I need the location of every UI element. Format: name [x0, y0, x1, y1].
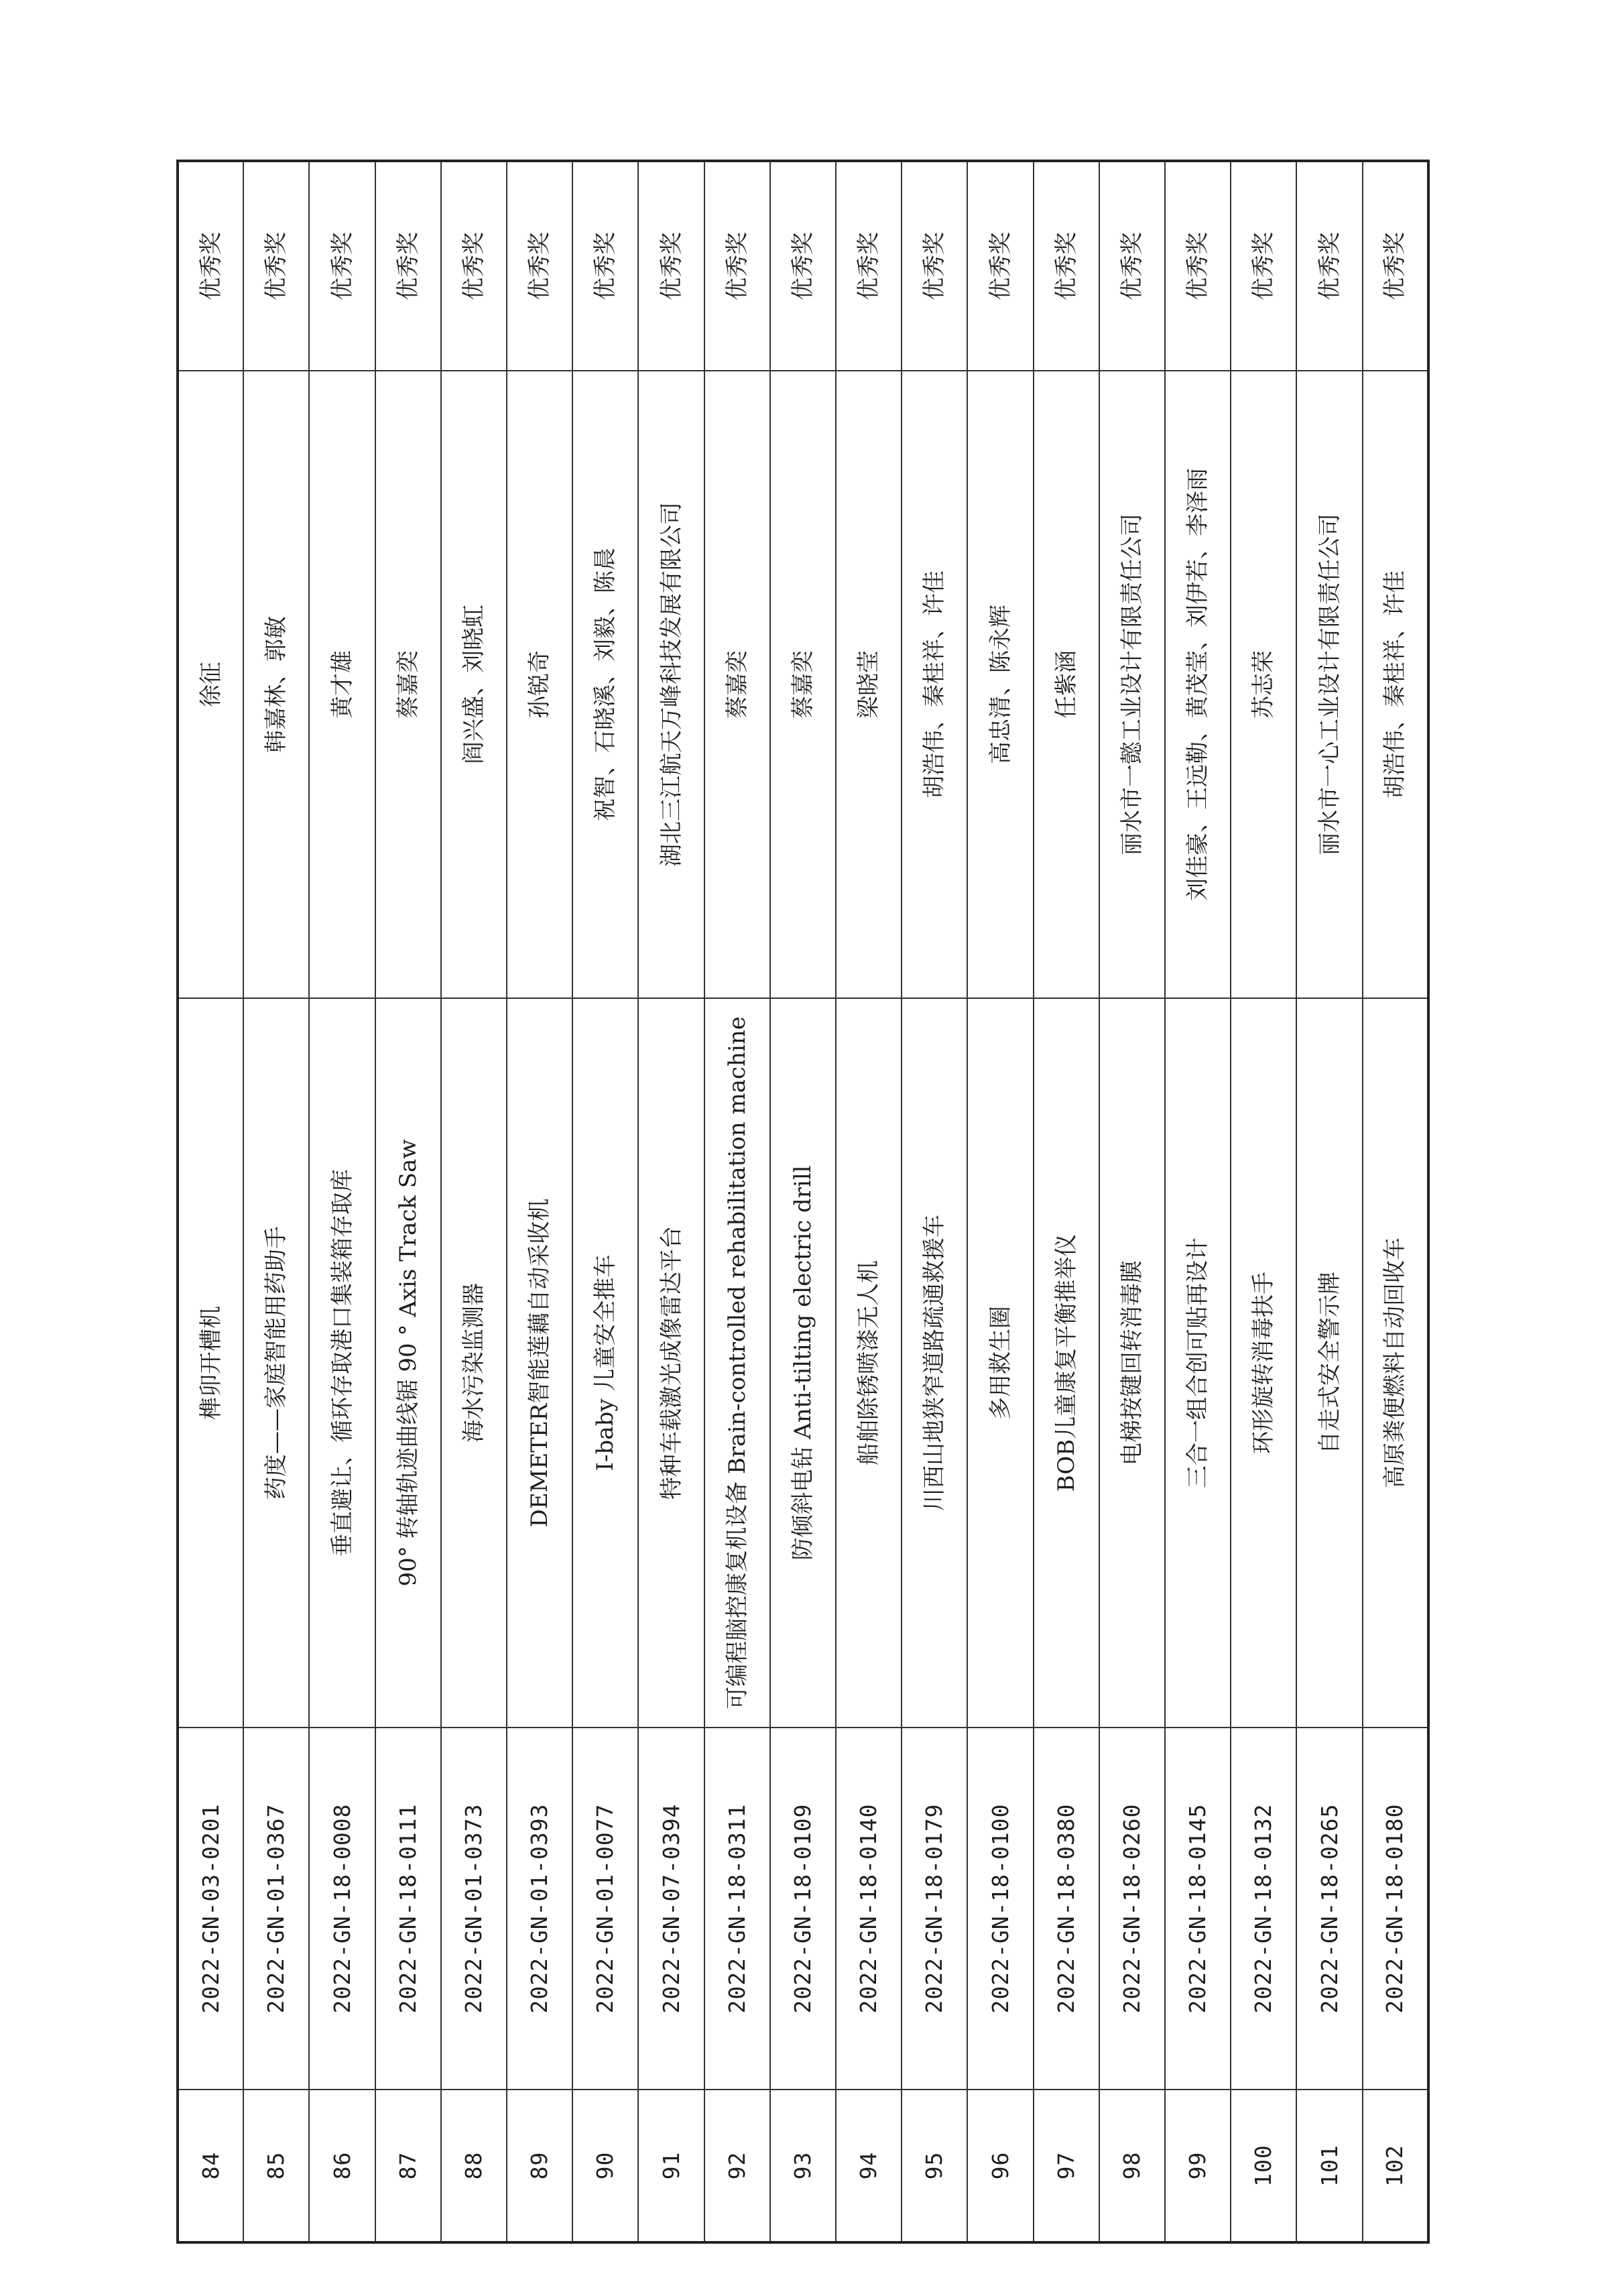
cell-number: 86	[309, 2090, 375, 2242]
table-row	[638, 161, 704, 2242]
cell-authors: 胡浩伟、秦桂祥、许佳	[902, 371, 967, 998]
cell-number: 88	[441, 2090, 507, 2242]
cell-authors: 黄才雄	[309, 371, 375, 998]
cell-code: 2022-GN-07-0394	[638, 1728, 704, 2090]
cell-award: 优秀奖	[375, 161, 441, 371]
cell-title: 电梯按键回转消毒膜	[1099, 998, 1165, 1728]
cell-award: 优秀奖	[1231, 161, 1296, 371]
cell-award: 优秀奖	[836, 161, 902, 371]
cell-authors: 蔡嘉奕	[704, 371, 770, 998]
cell-number: 97	[1034, 2090, 1099, 2242]
cell-number: 91	[638, 2090, 704, 2242]
cell-code: 2022-GN-18-0265	[1296, 1728, 1362, 2090]
cell-award: 优秀奖	[507, 161, 572, 371]
table-row	[967, 161, 1033, 2242]
cell-authors: 阎兴盛、刘晓虹	[441, 371, 507, 998]
cell-code: 2022-GN-18-0140	[836, 1728, 902, 2090]
cell-authors: 胡浩伟、秦桂祥、许佳	[1363, 371, 1428, 998]
cell-code: 2022-GN-18-0380	[1034, 1728, 1099, 2090]
cell-award: 优秀奖	[1296, 161, 1362, 371]
cell-number: 94	[836, 2090, 902, 2242]
cell-title: 川西山地狭窄道路疏通救援车	[902, 998, 967, 1728]
cell-authors: 湖北三江航天万峰科技发展有限公司	[638, 371, 704, 998]
table-row	[836, 161, 902, 2242]
cell-title: 药度——家庭智能用药助手	[243, 998, 309, 1728]
cell-title: DEMETER智能莲藕自动采收机	[507, 998, 572, 1728]
cell-title: 高原粪便燃料自动回收车	[1363, 998, 1428, 1728]
cell-award: 优秀奖	[1034, 161, 1099, 371]
cell-authors: 梁晓莹	[836, 371, 902, 998]
cell-authors: 祝智、石晓溪、刘毅、陈晨	[572, 371, 638, 998]
cell-code: 2022-GN-18-0008	[309, 1728, 375, 2090]
table-row	[1034, 161, 1099, 2242]
award-table-body	[178, 161, 1428, 2242]
cell-code: 2022-GN-01-0367	[243, 1728, 309, 2090]
cell-code: 2022-GN-18-0132	[1231, 1728, 1296, 2090]
cell-number: 85	[243, 2090, 309, 2242]
cell-code: 2022-GN-01-0373	[441, 1728, 507, 2090]
table-row	[309, 161, 375, 2242]
cell-number: 99	[1165, 2090, 1231, 2242]
cell-award: 优秀奖	[441, 161, 507, 371]
cell-number: 89	[507, 2090, 572, 2242]
table-row	[1099, 161, 1165, 2242]
cell-award: 优秀奖	[1099, 161, 1165, 371]
cell-authors: 高忠清、陈永辉	[967, 371, 1033, 998]
cell-award: 优秀奖	[967, 161, 1033, 371]
cell-title: 自走式安全警示牌	[1296, 998, 1362, 1728]
cell-title: I-baby 儿童安全推车	[572, 998, 638, 1728]
table-row	[375, 161, 441, 2242]
cell-code: 2022-GN-18-0109	[770, 1728, 836, 2090]
table-row	[1165, 161, 1231, 2242]
cell-code: 2022-GN-18-0179	[902, 1728, 967, 2090]
table-row	[704, 161, 770, 2242]
cell-number: 87	[375, 2090, 441, 2242]
table-row	[1231, 161, 1296, 2242]
cell-number: 101	[1296, 2090, 1362, 2242]
table-row	[770, 161, 836, 2242]
table-row	[572, 161, 638, 2242]
rotated-table-wrapper	[176, 162, 1430, 2244]
cell-title: BOB儿童康复平衡推举仪	[1034, 998, 1099, 1728]
cell-title: 多用救生圈	[967, 998, 1033, 1728]
cell-title: 榫卯开槽机	[178, 998, 243, 1728]
cell-code: 2022-GN-18-0180	[1363, 1728, 1428, 2090]
cell-title: 环形旋转消毒扶手	[1231, 998, 1296, 1728]
cell-authors: 蔡嘉奕	[770, 371, 836, 998]
cell-award: 优秀奖	[1363, 161, 1428, 371]
cell-award: 优秀奖	[638, 161, 704, 371]
award-table	[176, 160, 1430, 2244]
cell-title: 垂直避让、循环存取港口集装箱存取库	[309, 998, 375, 1728]
cell-award: 优秀奖	[704, 161, 770, 371]
table-row	[1363, 161, 1428, 2242]
cell-code: 2022-GN-18-0145	[1165, 1728, 1231, 2090]
cell-title: 海水污染监测器	[441, 998, 507, 1728]
cell-number: 92	[704, 2090, 770, 2242]
cell-award: 优秀奖	[770, 161, 836, 371]
table-row	[902, 161, 967, 2242]
cell-award: 优秀奖	[178, 161, 243, 371]
cell-number: 93	[770, 2090, 836, 2242]
cell-number: 96	[967, 2090, 1033, 2242]
table-row	[1296, 161, 1362, 2242]
cell-authors: 苏志荣	[1231, 371, 1296, 998]
cell-authors: 任紫涵	[1034, 371, 1099, 998]
cell-award: 优秀奖	[902, 161, 967, 371]
cell-code: 2022-GN-01-0077	[572, 1728, 638, 2090]
cell-authors: 蔡嘉奕	[375, 371, 441, 998]
cell-code: 2022-GN-18-0311	[704, 1728, 770, 2090]
cell-title: 船舶除锈喷漆无人机	[836, 998, 902, 1728]
cell-title: 防倾斜电钻 Anti-tilting electric drill	[770, 998, 836, 1728]
cell-code: 2022-GN-03-0201	[178, 1728, 243, 2090]
cell-title: 可编程脑控康复机设备 Brain-controlled rehabilitation machine	[704, 998, 770, 1728]
cell-code: 2022-GN-18-0100	[967, 1728, 1033, 2090]
cell-number: 90	[572, 2090, 638, 2242]
cell-authors: 孙锐奇	[507, 371, 572, 998]
cell-title: 特种车载激光成像雷达平台	[638, 998, 704, 1728]
cell-authors: 丽水市一懿工业设计有限责任公司	[1099, 371, 1165, 998]
cell-authors: 刘佳豪、王远勒、黄茂莹、刘伊若、李泽雨	[1165, 371, 1231, 998]
cell-title: 三合一组合创可贴再设计	[1165, 998, 1231, 1728]
cell-authors: 丽水市一心工业设计有限责任公司	[1296, 371, 1362, 998]
cell-award: 优秀奖	[243, 161, 309, 371]
cell-authors: 韩嘉林、郭敏	[243, 371, 309, 998]
cell-number: 95	[902, 2090, 967, 2242]
table-row	[243, 161, 309, 2242]
cell-title: 90° 转轴轨迹曲线锯 90 ° Axis Track Saw	[375, 998, 441, 1728]
cell-number: 98	[1099, 2090, 1165, 2242]
table-row	[441, 161, 507, 2242]
cell-award: 优秀奖	[572, 161, 638, 371]
cell-code: 2022-GN-18-0260	[1099, 1728, 1165, 2090]
cell-number: 100	[1231, 2090, 1296, 2242]
cell-number: 84	[178, 2090, 243, 2242]
cell-number: 102	[1363, 2090, 1428, 2242]
cell-authors: 徐征	[178, 371, 243, 998]
table-row	[178, 161, 243, 2242]
cell-code: 2022-GN-18-0111	[375, 1728, 441, 2090]
cell-award: 优秀奖	[1165, 161, 1231, 371]
table-row	[507, 161, 572, 2242]
cell-award: 优秀奖	[309, 161, 375, 371]
cell-code: 2022-GN-01-0393	[507, 1728, 572, 2090]
